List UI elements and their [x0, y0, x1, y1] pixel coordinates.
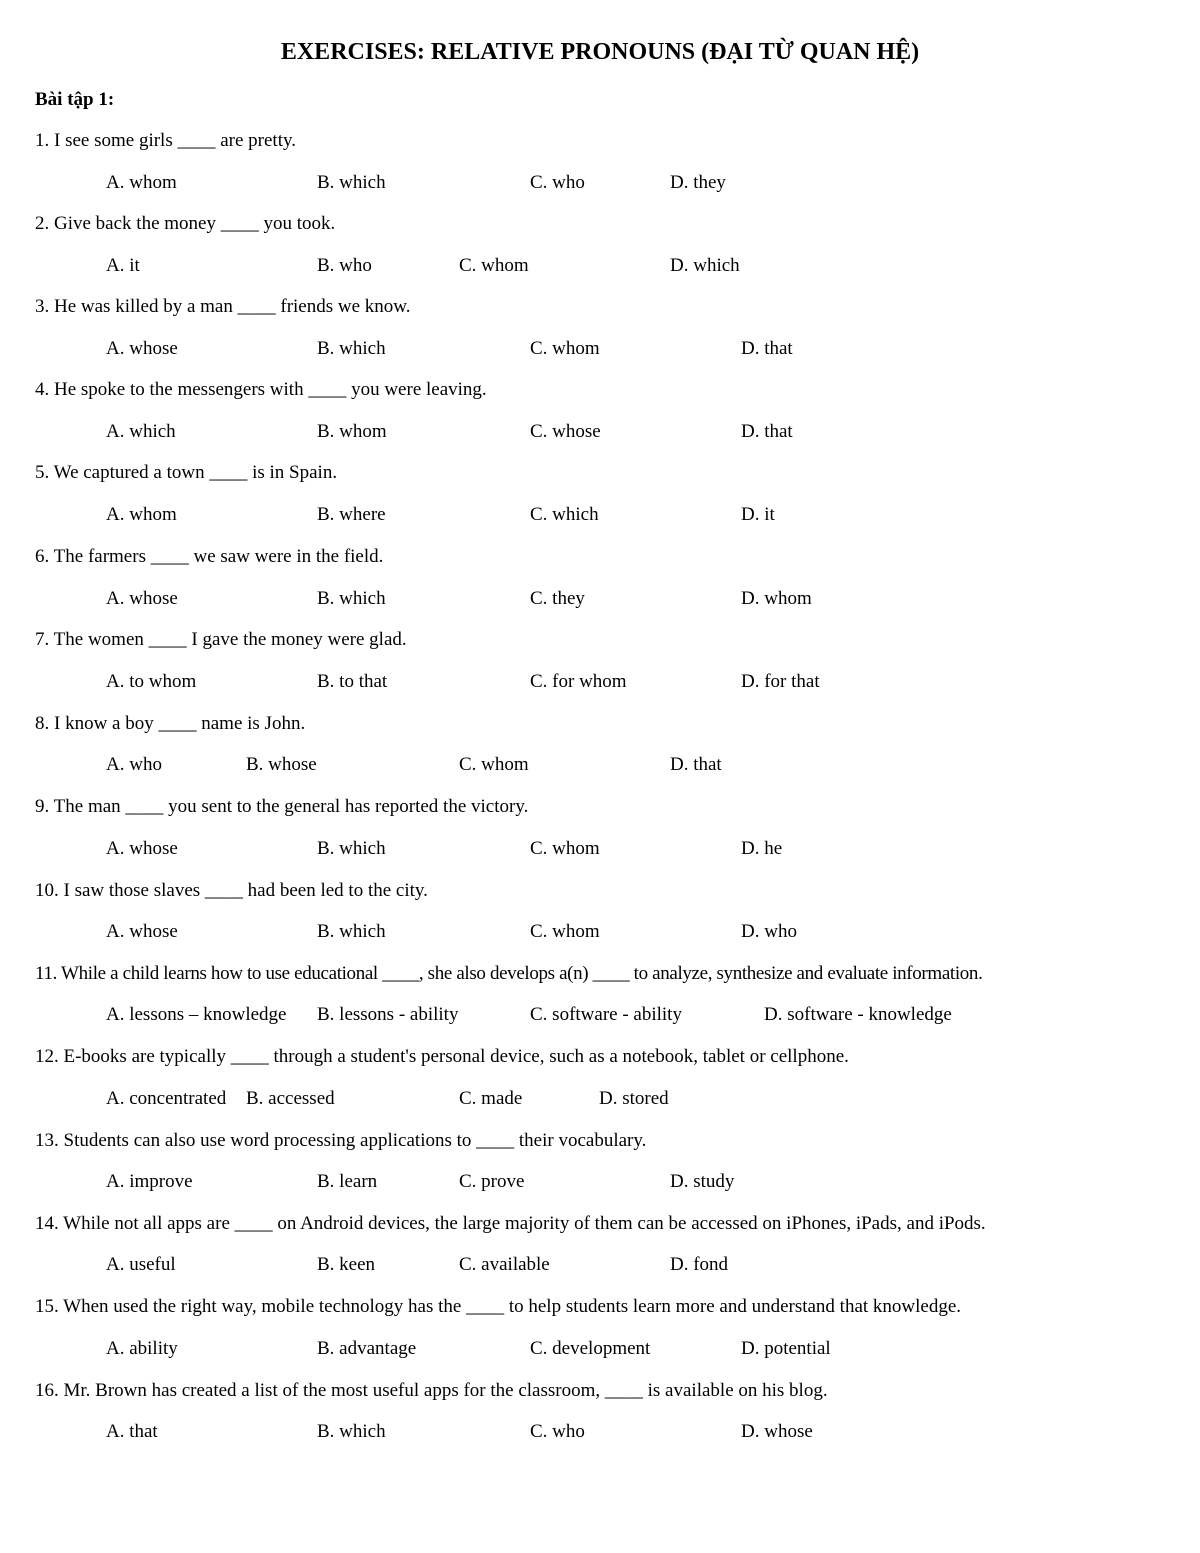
option-d: D. whose: [741, 1421, 813, 1442]
option-d: D. potential: [741, 1338, 831, 1359]
option-a: A. concentrated: [106, 1088, 227, 1109]
option-a: A. ability: [106, 1338, 178, 1359]
question-16: 16. Mr. Brown has created a list of the most useful apps for the classroom, ____ is available on his blog.: [35, 1380, 828, 1401]
option-b: B. which: [317, 338, 386, 359]
question-13: 13. Students can also use word processing applications to ____ their vocabulary.: [35, 1130, 647, 1151]
question-5: 5. We captured a town ____ is in Spain.: [35, 462, 338, 483]
option-b: B. which: [317, 588, 386, 609]
option-c: C. whom: [459, 754, 529, 775]
section-heading: Bài tập 1:: [35, 89, 115, 110]
question-6: 6. The farmers ____ we saw were in the field.: [35, 546, 384, 567]
question-8: 8. I know a boy ____ name is John.: [35, 713, 306, 734]
option-c: C. who: [530, 172, 585, 193]
option-a: A. whose: [106, 921, 178, 942]
question-9: 9. The man ____ you sent to the general has reported the victory.: [35, 796, 529, 817]
option-d: D. that: [741, 421, 793, 442]
question-10: 10. I saw those slaves ____ had been led to the city.: [35, 880, 428, 901]
option-c: C. for whom: [530, 671, 627, 692]
option-c: C. whom: [530, 838, 600, 859]
option-a: A. who: [106, 754, 162, 775]
option-b: B. where: [317, 504, 386, 525]
option-b: B. which: [317, 838, 386, 859]
option-d: D. that: [741, 338, 793, 359]
page-title: EXERCISES: RELATIVE PRONOUNS (ĐẠI TỪ QUAN HỆ): [280, 39, 920, 65]
option-b: B. which: [317, 921, 386, 942]
option-d: D. they: [670, 172, 726, 193]
option-b: B. to that: [317, 671, 388, 692]
option-a: A. improve: [106, 1171, 193, 1192]
option-c: C. they: [530, 588, 585, 609]
option-a: A. it: [106, 255, 140, 276]
question-14: 14. While not all apps are ____ on Android devices, the large majority of them can be accessed on iPhones, iPads, and iPods.: [35, 1213, 986, 1234]
option-c: C. who: [530, 1421, 585, 1442]
option-c: C. made: [459, 1088, 523, 1109]
option-b: B. which: [317, 1421, 386, 1442]
option-a: A. useful: [106, 1254, 176, 1275]
option-d: D. software - knowledge: [764, 1004, 952, 1025]
option-b: B. accessed: [246, 1088, 335, 1109]
option-b: B. advantage: [317, 1338, 417, 1359]
option-a: A. whom: [106, 504, 177, 525]
option-c: C. whom: [459, 255, 529, 276]
question-15: 15. When used the right way, mobile technology has the ____ to help students learn more and understand that knowledge.: [35, 1296, 962, 1317]
option-c: C. prove: [459, 1171, 525, 1192]
option-b: B. whose: [246, 754, 317, 775]
option-b: B. whom: [317, 421, 387, 442]
option-c: C. software - ability: [530, 1004, 682, 1025]
option-b: B. learn: [317, 1171, 378, 1192]
option-d: D. he: [741, 838, 783, 859]
option-d: D. for that: [741, 671, 820, 692]
option-a: A. whom: [106, 172, 177, 193]
option-c: C. whom: [530, 921, 600, 942]
option-d: D. stored: [599, 1088, 669, 1109]
question-4: 4. He spoke to the messengers with ____ you were leaving.: [35, 379, 487, 400]
option-c: C. available: [459, 1254, 550, 1275]
question-1: 1. I see some girls ____ are pretty.: [35, 130, 296, 151]
option-c: C. development: [530, 1338, 651, 1359]
option-b: B. who: [317, 255, 372, 276]
question-12: 12. E-books are typically ____ through a student's personal device, such as a notebook, tablet or cellphone.: [35, 1046, 849, 1067]
option-c: C. which: [530, 504, 599, 525]
question-2: 2. Give back the money ____ you took.: [35, 213, 336, 234]
option-a: A. whose: [106, 588, 178, 609]
option-d: D. who: [741, 921, 797, 942]
question-3: 3. He was killed by a man ____ friends we know.: [35, 296, 411, 317]
question-7: 7. The women ____ I gave the money were glad.: [35, 629, 407, 650]
option-d: D. fond: [670, 1254, 729, 1275]
option-a: A. to whom: [106, 671, 197, 692]
question-11: 11. While a child learns how to use educational ____, she also develops a(n) ____ to analyze, synthesize and evaluate information.: [35, 963, 983, 984]
option-b: B. lessons - ability: [317, 1004, 459, 1025]
option-a: A. whose: [106, 838, 178, 859]
option-b: B. keen: [317, 1254, 376, 1275]
option-c: C. whom: [530, 338, 600, 359]
option-a: A. whose: [106, 338, 178, 359]
option-d: D. that: [670, 754, 722, 775]
option-a: A. lessons – knowledge: [106, 1004, 287, 1025]
option-b: B. which: [317, 172, 386, 193]
option-d: D. study: [670, 1171, 735, 1192]
option-a: A. that: [106, 1421, 158, 1442]
option-c: C. whose: [530, 421, 601, 442]
option-d: D. which: [670, 255, 740, 276]
option-d: D. whom: [741, 588, 812, 609]
option-a: A. which: [106, 421, 176, 442]
option-d: D. it: [741, 504, 775, 525]
